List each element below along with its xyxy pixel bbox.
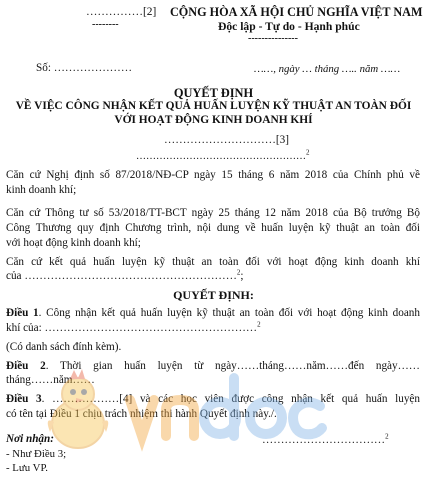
article1-line1: Điều 1. Công nhận kết quả huấn luyện kỹ thuật an toàn đối với hoạt động kinh doanh bbox=[6, 307, 420, 319]
article3-line2: có tên tại Điều 1 chịu trách nhiệm thi hành Quyết định này./. bbox=[6, 408, 277, 420]
basis-result-line1: Căn cứ kết quả huấn luyện kỹ thuật an toàn đối với hoạt động kinh doanh khí bbox=[6, 256, 420, 268]
document-subtitle-line2: VỚI HOẠT ĐỘNG KINH DOANH KHÍ bbox=[114, 114, 313, 126]
article2-line1: Điều 2. Thời gian huấn luyện từ ngày……tháng……năm……đến ngày…… bbox=[6, 360, 420, 372]
basis-circular-line3: với hoạt động kinh doanh khí; bbox=[6, 237, 141, 249]
national-motto: Độc lập - Tự do - Hạnh phúc bbox=[218, 20, 360, 33]
article3-line1: Điều 3. ………………[4] và các học viên được công nhận kết quả huấn luyện bbox=[6, 393, 420, 405]
article2-line2: tháng……năm…… bbox=[6, 374, 95, 386]
authority-dots: ……………………………………………$^2$ bbox=[136, 148, 310, 162]
national-title: CỘNG HÒA XÃ HỘI CHỦ NGHĨA VIỆT NAM bbox=[170, 5, 423, 19]
vndoc-wordmark bbox=[130, 378, 322, 436]
agency-name: ……………[2] bbox=[86, 6, 157, 18]
decision-heading: QUYẾT ĐỊNH: bbox=[173, 288, 254, 302]
basis-circular-line1: Căn cứ Thông tư số 53/2018/TT-BCT ngày 25 tháng 12 năm 2018 của Bộ trưởng Bộ bbox=[6, 207, 420, 219]
article1-line2: khí của: …………………………………………………$^2$ bbox=[6, 320, 261, 334]
document-subtitle-line1: VỀ VIỆC CÔNG NHẬN KẾT QUẢ HUẤN LUYỆN KỸ THUẬT AN TOÀN ĐỐI bbox=[15, 100, 412, 112]
basis-circular-line2: Công Thương quy định Chương trình, nội dung về huấn luyện kỹ thuật an toàn đối bbox=[6, 222, 420, 234]
signer-placeholder: ……………………………$^2$ bbox=[262, 432, 389, 446]
article1-label: Điều 1 bbox=[6, 307, 39, 319]
agency-rule: -------- bbox=[92, 19, 119, 30]
document-date: ……, ngày … tháng ….. năm …… bbox=[254, 63, 401, 75]
recipient-item: - Lưu VP. bbox=[6, 462, 48, 474]
issuing-authority: …………………………[3] bbox=[164, 134, 289, 146]
attached-list-note: (Có danh sách đính kèm). bbox=[6, 341, 122, 353]
article2-label: Điều 2 bbox=[6, 360, 46, 372]
basis-decree-line1: Căn cứ Nghị định số 87/2018/NĐ-CP ngày 15 tháng 6 năm 2018 của Chính phủ về bbox=[6, 169, 420, 181]
basis-decree-line2: kinh doanh khí; bbox=[6, 184, 77, 196]
recipient-item: - Như Điều 3; bbox=[6, 448, 67, 460]
article3-label: Điều 3 bbox=[6, 393, 42, 405]
recipients-label: Nơi nhận: bbox=[6, 433, 54, 445]
document-number: Số: ………………… bbox=[36, 62, 133, 74]
document-title: QUYẾT ĐỊNH bbox=[173, 86, 254, 100]
basis-result-line2: của …………………………………………………$^2$; bbox=[6, 268, 244, 282]
motto-rule: --------------- bbox=[248, 33, 298, 44]
